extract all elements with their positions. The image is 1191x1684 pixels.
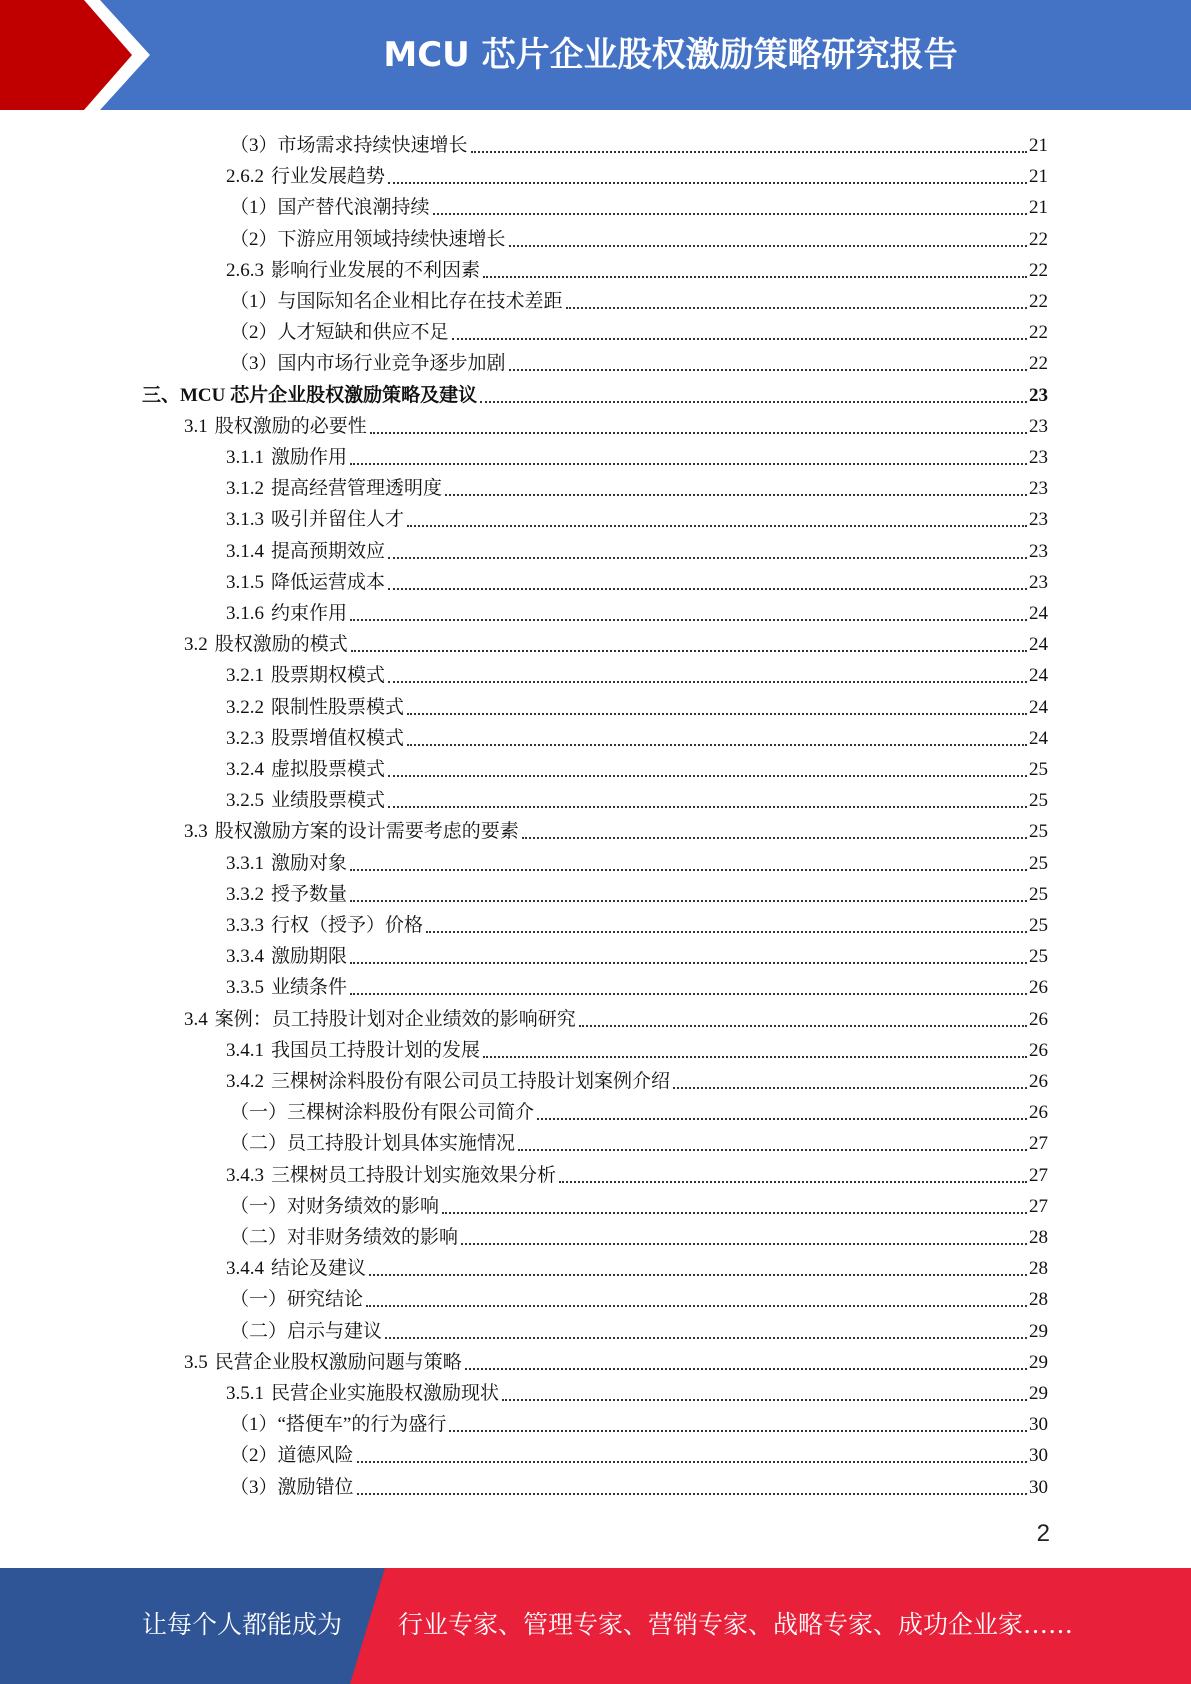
toc-entry-page: 28: [1029, 1258, 1048, 1280]
toc-entry-number: 3.4.4: [226, 1258, 264, 1280]
toc-entry[interactable]: [230, 314, 1048, 345]
toc-entry-page: 22: [1029, 228, 1048, 250]
toc-entry-page: 22: [1029, 322, 1048, 344]
toc-entry-page: 24: [1029, 634, 1048, 656]
toc-entry[interactable]: [226, 876, 1048, 907]
toc-entry[interactable]: [226, 720, 1048, 751]
toc-entry-number: 3.4.3: [226, 1164, 264, 1186]
toc-entry-title: （3）国内市场行业竞争逐步加剧: [230, 353, 506, 375]
toc-dot-leader: [407, 744, 1027, 746]
toc-entry-number: 3.2.4: [226, 759, 264, 780]
toc-entry[interactable]: [230, 1437, 1048, 1468]
toc-entry-title: 降低运营成本: [271, 571, 386, 593]
toc-entry-title: （2）道德风险: [230, 1445, 354, 1467]
toc-entry-title: 业绩条件: [271, 977, 348, 999]
toc-entry[interactable]: [230, 189, 1048, 220]
toc-entry-number: 2.6.3: [226, 259, 264, 281]
toc-dot-leader: [673, 1087, 1027, 1089]
toc-dot-leader: [388, 681, 1027, 683]
toc-entry-page: 23: [1029, 509, 1048, 531]
toc-entry-title: 激励对象: [271, 852, 348, 874]
toc-entry-page: 24: [1029, 696, 1048, 718]
toc-dot-leader: [518, 1149, 1027, 1151]
toc-entry-number: 3.4: [184, 1008, 208, 1030]
toc-entry[interactable]: [230, 1406, 1048, 1437]
toc-entry-page: 26: [1029, 977, 1048, 999]
toc-dot-leader: [388, 557, 1027, 559]
toc-dot-leader: [407, 713, 1027, 715]
toc-entry-title: 吸引并留住人才: [271, 509, 405, 531]
toc-entry-title: 提高预期效应: [271, 540, 386, 562]
toc-entry[interactable]: [226, 845, 1048, 876]
toc-entry-title: 影响行业发展的不利因素: [271, 259, 481, 281]
toc-dot-leader: [388, 775, 1027, 777]
toc-entry-number: 3.5.1: [226, 1383, 264, 1404]
toc-entry[interactable]: [142, 377, 1048, 408]
toc-dot-leader: [388, 182, 1027, 184]
toc-entry-page: 26: [1029, 1102, 1048, 1124]
toc-entry-page: 25: [1029, 946, 1048, 968]
toc-entry[interactable]: [226, 501, 1048, 532]
toc-dot-leader: [426, 931, 1027, 933]
toc-entry-number: 3.4.2: [226, 1071, 264, 1092]
toc-entry-title: （二）对非财务绩效的影响: [230, 1227, 459, 1248]
toc-entry-page: 27: [1029, 1195, 1048, 1217]
toc-entry[interactable]: [226, 938, 1048, 969]
toc-dot-leader: [483, 276, 1027, 278]
toc-entry[interactable]: [226, 158, 1048, 189]
toc-entry-page: 28: [1029, 1289, 1048, 1311]
toc-entry[interactable]: [226, 1032, 1048, 1063]
toc-dot-leader: [350, 463, 1027, 465]
toc-entry[interactable]: [226, 595, 1048, 626]
toc-entry-title: 虚拟股票模式: [271, 759, 386, 780]
toc-dot-leader: [370, 432, 1027, 434]
toc-entry[interactable]: [226, 969, 1048, 1000]
toc-entry[interactable]: [230, 221, 1048, 252]
toc-entry-title: （1）国产替代浪潮持续: [230, 197, 430, 219]
toc-dot-leader: [566, 307, 1027, 309]
header-arrow-decoration: [0, 0, 160, 110]
toc-entry-title: 激励作用: [271, 447, 348, 468]
toc-entry-title: （2）下游应用领域持续快速增长: [230, 228, 506, 250]
toc-entry-title: （1）“搭便车”的行为盛行: [230, 1414, 447, 1436]
toc-entry-title: （3）市场需求持续快速增长: [230, 135, 468, 156]
toc-entry[interactable]: [226, 751, 1048, 782]
toc-dot-leader: [388, 806, 1027, 808]
toc-entry-page: 25: [1029, 852, 1048, 874]
toc-entry-title: （1）与国际知名企业相比存在技术差距: [230, 291, 563, 312]
toc-entry-number: 3.1.5: [226, 571, 264, 593]
toc-entry[interactable]: [230, 1219, 1048, 1250]
toc-dot-leader: [461, 1243, 1027, 1245]
toc-entry[interactable]: [226, 782, 1048, 813]
toc-entry[interactable]: [226, 1063, 1048, 1094]
toc-dot-leader: [502, 1399, 1027, 1401]
toc-entry[interactable]: [230, 1469, 1048, 1500]
toc-dot-leader: [388, 588, 1027, 590]
toc-entry-title: 股权激励方案的设计需要考虑的要素: [214, 821, 519, 843]
toc-entry-page: 23: [1029, 415, 1048, 437]
toc-entry[interactable]: [226, 252, 1048, 283]
toc-entry-number: 3.3.5: [226, 977, 264, 999]
toc-entry-title: 约束作用: [271, 603, 348, 624]
page-header: [0, 0, 1191, 110]
toc-dot-leader: [480, 401, 1027, 403]
toc-entry-page: 28: [1029, 1227, 1048, 1248]
toc-entry-number: 3.1.4: [226, 540, 264, 562]
toc-entry-title: 我国员工持股计划的发展: [271, 1039, 481, 1061]
toc-entry-title: 三棵树涂料股份有限公司员工持股计划案例介绍: [271, 1071, 671, 1092]
toc-entry-title: 业绩股票模式: [271, 790, 386, 812]
toc-entry-page: 26: [1029, 1071, 1048, 1092]
toc-entry-title: 股权激励的必要性: [214, 415, 367, 437]
toc-entry[interactable]: [230, 1313, 1048, 1344]
toc-entry-page: 26: [1029, 1008, 1048, 1030]
toc-dot-leader: [452, 338, 1027, 340]
toc-dot-leader: [350, 962, 1027, 964]
toc-entry[interactable]: [226, 1250, 1048, 1281]
toc-entry-page: 30: [1029, 1476, 1048, 1498]
toc-entry-title: （一）三棵树涂料股份有限公司简介: [230, 1102, 535, 1124]
toc-dot-leader: [442, 1212, 1027, 1214]
toc-entry[interactable]: [230, 283, 1048, 314]
toc-entry-number: 3.4.1: [226, 1039, 264, 1061]
toc-entry-number: 3.2.2: [226, 696, 264, 718]
toc-dot-leader: [522, 837, 1027, 839]
toc-entry-title: （二）启示与建议: [230, 1320, 383, 1342]
footer-slogan-right: 行业专家、管理专家、营销专家、战略专家、成功企业家……: [398, 1610, 1074, 1639]
toc-entry-page: 24: [1029, 727, 1048, 749]
toc-entry-title: （二）员工持股计划具体实施情况: [230, 1133, 516, 1155]
toc-dot-leader: [350, 619, 1027, 621]
toc-entry-page: 24: [1029, 665, 1048, 687]
footer-slogan-left: 让每个人都能成为: [142, 1610, 343, 1639]
page-number: 2: [1036, 1520, 1050, 1547]
toc-dot-leader: [350, 900, 1027, 902]
toc-entry[interactable]: [230, 345, 1048, 376]
toc-entry-page: 27: [1029, 1133, 1048, 1155]
toc-dot-leader: [357, 1493, 1027, 1495]
toc-entry-number: 3.1.2: [226, 478, 264, 500]
toc-entry-page: 25: [1029, 883, 1048, 905]
toc-dot-leader: [351, 650, 1027, 652]
toc-entry[interactable]: [226, 564, 1048, 595]
toc-entry[interactable]: [226, 1157, 1048, 1188]
toc-entry-page: 23: [1029, 540, 1048, 562]
document-title: MCU 芯片企业股权激励策略研究报告: [383, 35, 958, 75]
toc-entry-title: 行权（授予）价格: [271, 915, 424, 936]
toc-entry-title: 提高经营管理透明度: [271, 478, 443, 500]
toc-entry[interactable]: [230, 1281, 1048, 1312]
toc-entry[interactable]: [226, 907, 1048, 938]
toc-entry-page: 27: [1029, 1164, 1048, 1186]
toc-entry-page: 25: [1029, 821, 1048, 843]
toc-entry-title: （3）激励错位: [230, 1476, 354, 1498]
toc-entry-page: 29: [1029, 1351, 1048, 1373]
toc-dot-leader: [559, 1181, 1027, 1183]
toc-entry-number: 3.3.2: [226, 883, 264, 905]
toc-entry-page: 25: [1029, 790, 1048, 812]
toc-dot-leader: [385, 1337, 1027, 1339]
toc-entry-page: 30: [1029, 1445, 1048, 1467]
toc-entry-number: 3.3.3: [226, 915, 264, 936]
toc-dot-leader: [445, 494, 1027, 496]
toc-entry[interactable]: [226, 439, 1048, 470]
toc-entry-title: （一）研究结论: [230, 1289, 364, 1311]
toc-entry[interactable]: [226, 657, 1048, 688]
toc-entry-title: 行业发展趋势: [271, 166, 386, 188]
toc-entry-number: 3.2.5: [226, 790, 264, 812]
toc-entry-number: 3.5: [184, 1351, 208, 1373]
toc-entry-page: 22: [1029, 291, 1048, 312]
toc-entry[interactable]: [184, 626, 1048, 657]
toc-dot-leader: [357, 1461, 1027, 1463]
toc-entry-number: 3.1: [184, 415, 208, 437]
toc-entry-title: 民营企业实施股权激励现状: [271, 1383, 500, 1404]
toc-entry-number: 3.1.3: [226, 509, 264, 531]
toc-entry-title: 授予数量: [271, 883, 348, 905]
toc-entry[interactable]: [230, 1125, 1048, 1156]
toc-dot-leader: [465, 1368, 1027, 1370]
toc-entry[interactable]: [226, 470, 1048, 501]
toc-dot-leader: [483, 1056, 1027, 1058]
toc-entry-title: 激励期限: [271, 946, 348, 968]
toc-entry[interactable]: [226, 689, 1048, 720]
toc-entry[interactable]: [184, 1344, 1048, 1375]
toc-entry-page: 30: [1029, 1414, 1048, 1436]
toc-dot-leader: [579, 1025, 1027, 1027]
toc-entry[interactable]: [184, 408, 1048, 439]
toc-dot-leader: [433, 213, 1027, 215]
toc-entry-number: 3.3: [184, 821, 208, 843]
toc-entry-page: 23: [1029, 447, 1048, 468]
toc-dot-leader: [449, 1430, 1027, 1432]
toc-entry[interactable]: [184, 1001, 1048, 1032]
toc-entry-title: （2）人才短缺和供应不足: [230, 322, 449, 344]
toc-entry-number: 3.2: [184, 634, 208, 656]
toc-entry-page: 29: [1029, 1383, 1048, 1404]
toc-dot-leader: [537, 1118, 1027, 1120]
toc-entry-page: 25: [1029, 915, 1048, 936]
toc-entry-number: 3.2.3: [226, 727, 264, 749]
toc-entry-title: 三棵树员工持股计划实施效果分析: [271, 1164, 557, 1186]
toc-entry-page: 21: [1029, 166, 1048, 188]
toc-entry[interactable]: [184, 813, 1048, 844]
toc-entry[interactable]: [226, 533, 1048, 564]
toc-entry-page: 26: [1029, 1039, 1048, 1061]
toc-entry-number: 2.6.2: [226, 166, 264, 188]
toc-entry-page: 29: [1029, 1320, 1048, 1342]
toc-entry-page: 21: [1029, 135, 1048, 156]
toc-entry-title: 股票增值权模式: [271, 727, 405, 749]
toc-dot-leader: [366, 1305, 1027, 1307]
toc-entry-page: 22: [1029, 353, 1048, 375]
toc-dot-leader: [509, 245, 1027, 247]
toc-entry-page: 25: [1029, 759, 1048, 780]
toc-dot-leader: [407, 525, 1027, 527]
toc-entry-title: 案例：员工持股计划对企业绩效的影响研究: [214, 1008, 576, 1030]
page-footer: [0, 1568, 1191, 1684]
toc-entry[interactable]: [230, 1188, 1048, 1219]
toc-entry-title: 三、MCU 芯片企业股权激励策略及建议: [142, 384, 478, 406]
toc-entry-title: 结论及建议: [271, 1258, 367, 1280]
toc-entry-number: 3.1.6: [226, 603, 264, 624]
toc-entry-title: （一）对财务绩效的影响: [230, 1195, 440, 1217]
toc-entry-page: 24: [1029, 603, 1048, 624]
toc-entry[interactable]: [230, 1094, 1048, 1125]
toc-entry[interactable]: [230, 127, 1048, 158]
toc-entry-page: 23: [1029, 571, 1048, 593]
toc-entry-page: 21: [1029, 197, 1048, 219]
toc-entry-title: 股权激励的模式: [214, 634, 348, 656]
toc-dot-leader: [471, 151, 1027, 153]
toc-entry-page: 23: [1029, 478, 1048, 500]
toc-entry[interactable]: [226, 1375, 1048, 1406]
toc-entry-title: 股票期权模式: [271, 665, 386, 687]
toc-entry-number: 3.3.4: [226, 946, 264, 968]
toc-entry-title: 限制性股票模式: [271, 696, 405, 718]
toc-entry-number: 3.1.1: [226, 447, 264, 468]
toc-dot-leader: [350, 869, 1027, 871]
toc-dot-leader: [350, 993, 1027, 995]
toc-entry-page: 22: [1029, 259, 1048, 281]
toc-dot-leader: [369, 1274, 1027, 1276]
toc-entry-number: 3.2.1: [226, 665, 264, 687]
toc-entry-title: 民营企业股权激励问题与策略: [214, 1351, 462, 1373]
toc-entry-number: 3.3.1: [226, 852, 264, 874]
toc-dot-leader: [509, 369, 1027, 371]
toc-entry-page: 23: [1029, 384, 1048, 406]
